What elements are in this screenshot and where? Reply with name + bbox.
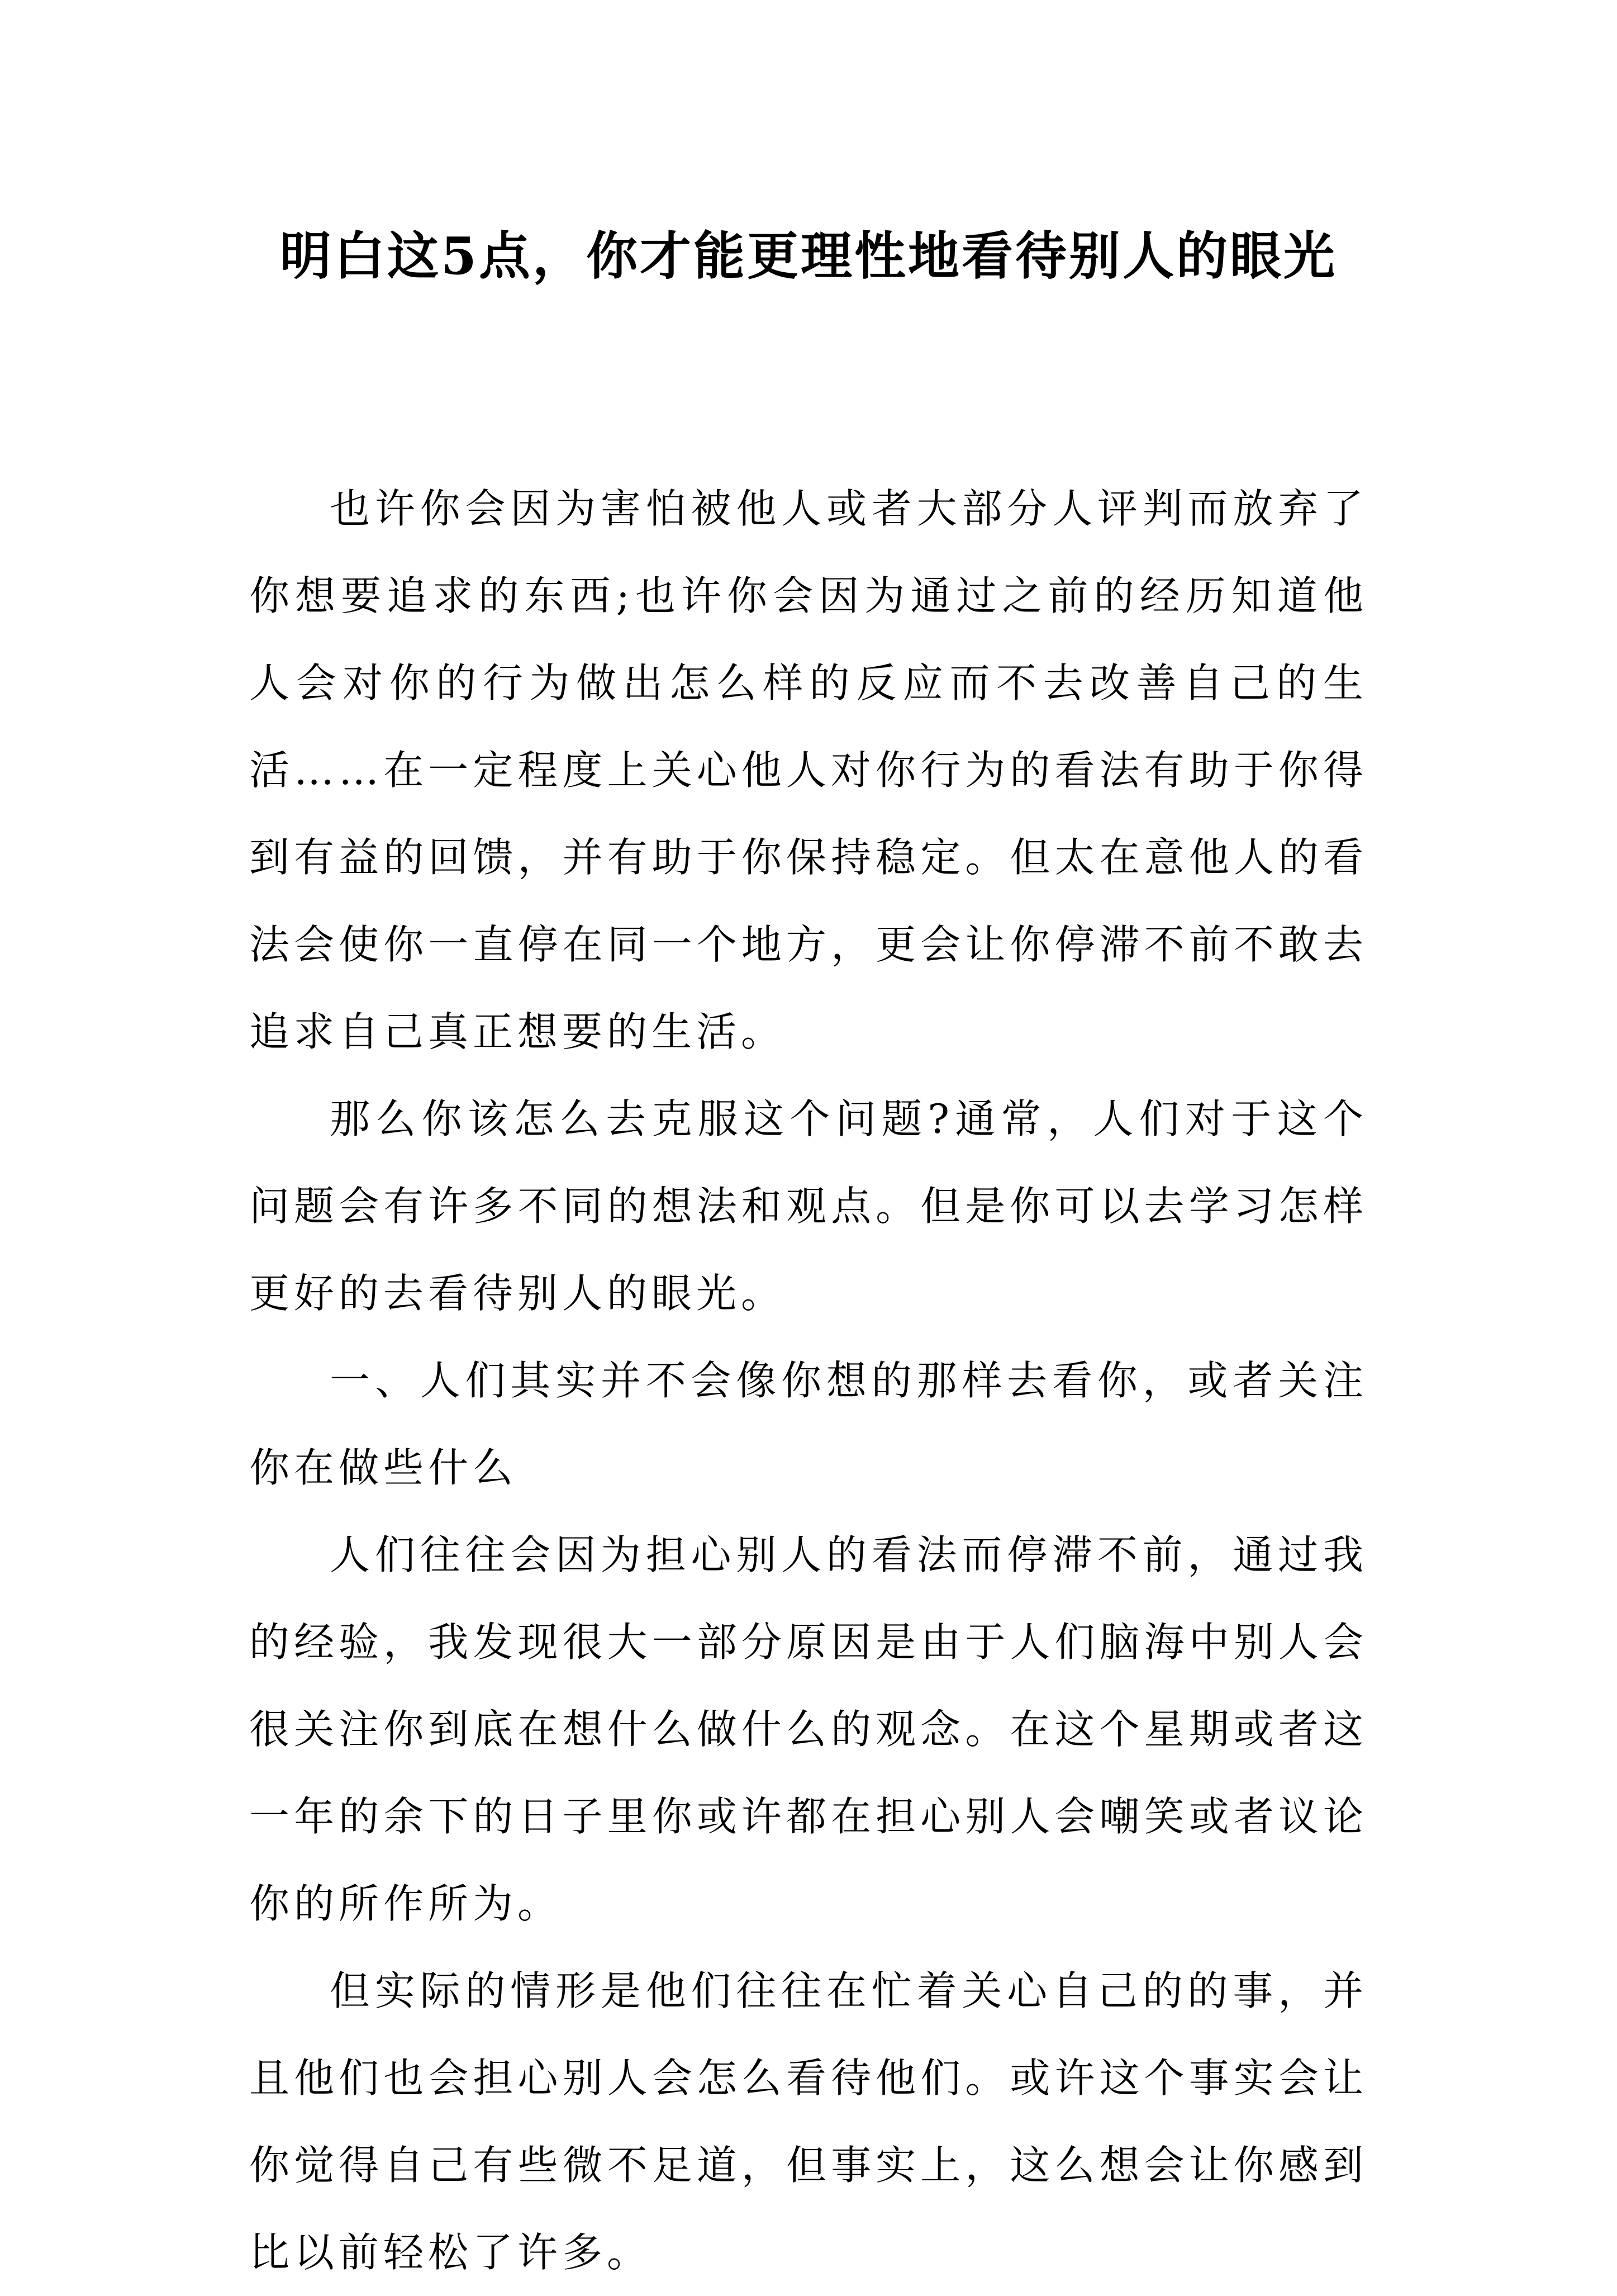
document-body — [249, 465, 1368, 2296]
section-heading-1: 一、人们其实并不会像你想的那样去看你，或者关注你在做些什么 — [249, 1357, 1368, 1491]
paragraph-intro: 也许你会因为害怕被他人或者大部分人评判而放弃了你想要追求的东西;也许你会因为通过之前的经历知道他人会对你的行为做出怎么样的反应而不去改善自己的生活……在一定程度上关心他人对你行为的看法有助于你得到有益的回馈，并有助于你保持稳定。但太在意他人的看法会使你一直停在同一个地方，更会让你停滞不前不敢去追求自己真正想要的生活。 — [249, 485, 1368, 1055]
paragraph-section-1a: 人们往往会因为担心别人的看法而停滞不前，通过我的经验，我发现很大一部分原因是由于人们脑海中别人会很关注你到底在想什么做什么的观念。在这个星期或者这一年的余下的日子里你或许都在担心别人会嘲笑或者议论你的所作所为。 — [249, 1531, 1368, 1927]
paragraph-section-1b: 但实际的情形是他们往往在忙着关心自己的的事，并且他们也会担心别人会怎么看待他们。或许这个事实会让你觉得自己有些微不足道，但事实上，这么想会让你感到比以前轻松了许多。 — [249, 1967, 1368, 2276]
paragraph-question: 那么你该怎么去克服这个问题?通常，人们对于这个问题会有许多不同的想法和观点。但是你可以去学习怎样更好的去看待别人的眼光。 — [249, 1095, 1368, 1317]
document-title: 明白这5点，你才能更理性地看待别人的眼光 — [279, 226, 1337, 286]
